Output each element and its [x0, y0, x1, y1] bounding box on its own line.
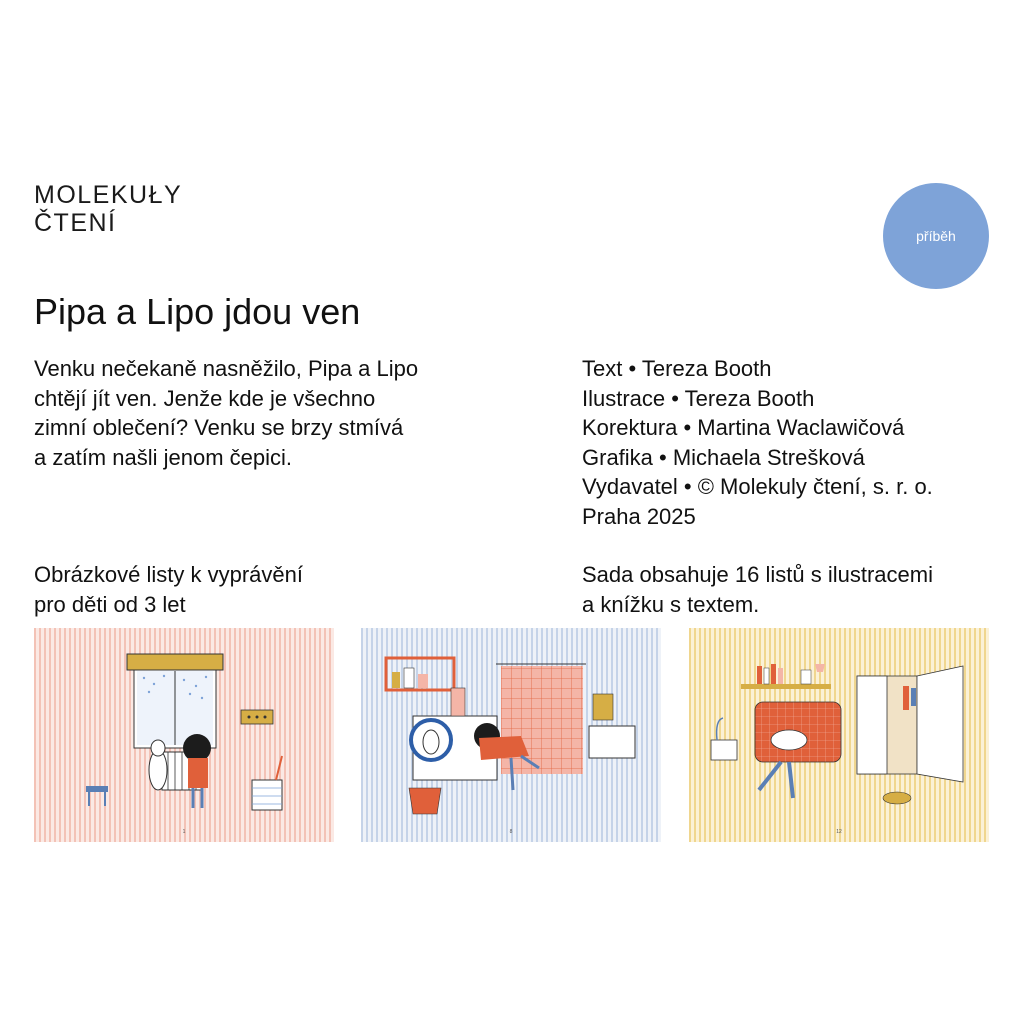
illustration-card-1 [34, 628, 334, 842]
credit-graphics: Grafika • Michaela Strešková [582, 444, 865, 470]
description [34, 354, 494, 472]
description-line: zimní oblečení? Venku se brzy stmívá [34, 415, 404, 440]
credit-publisher: Vydavatel • © Molekuly čtení, s. r. o. [582, 474, 933, 499]
description-line: a zatím našli jenom čepici. [34, 444, 292, 470]
caption-contents-line: Sada obsahuje 16 listů s ilustracemi [582, 562, 933, 587]
caption-age-line: pro děti od 3 let [34, 591, 186, 617]
page-number: 1 [182, 829, 186, 835]
page-title: Pipa a Lipo jdou ven [34, 291, 361, 332]
page-number: 8 [509, 829, 513, 835]
description-line: Venku nečekaně nasněžilo, Pipa a Lipo [34, 356, 419, 381]
credit-proofreading: Korektura • Martina Waclawičová [582, 415, 905, 440]
badge-label: příběh [916, 228, 956, 244]
page-number: 12 [836, 829, 842, 835]
description-line: chtějí jít ven. Jenže kde je všechno [34, 385, 376, 411]
caption-contents [582, 560, 1002, 619]
brand-logo [34, 181, 182, 237]
caption-age [34, 560, 454, 619]
illustration-card-12 [689, 628, 989, 842]
logo-line-1: MOLEKUŁY [34, 181, 183, 209]
caption-age-line: Obrázkové listy k vyprávění [34, 562, 303, 587]
credit-illustration: Ilustrace • Tereza Booth [582, 385, 815, 411]
credit-text: Text • Tereza Booth [582, 356, 772, 381]
bathroom-scene-illustration [361, 628, 661, 842]
bedroom-scene-illustration [689, 628, 989, 842]
credits-list [582, 354, 1002, 531]
caption-contents-line: a knížku s textem. [582, 591, 760, 617]
window-scene-illustration [34, 628, 334, 842]
illustration-card-8 [361, 628, 661, 842]
credit-place-year: Praha 2025 [582, 503, 696, 529]
story-badge [883, 183, 989, 289]
logo-line-2: ČTENÍ [34, 209, 117, 237]
